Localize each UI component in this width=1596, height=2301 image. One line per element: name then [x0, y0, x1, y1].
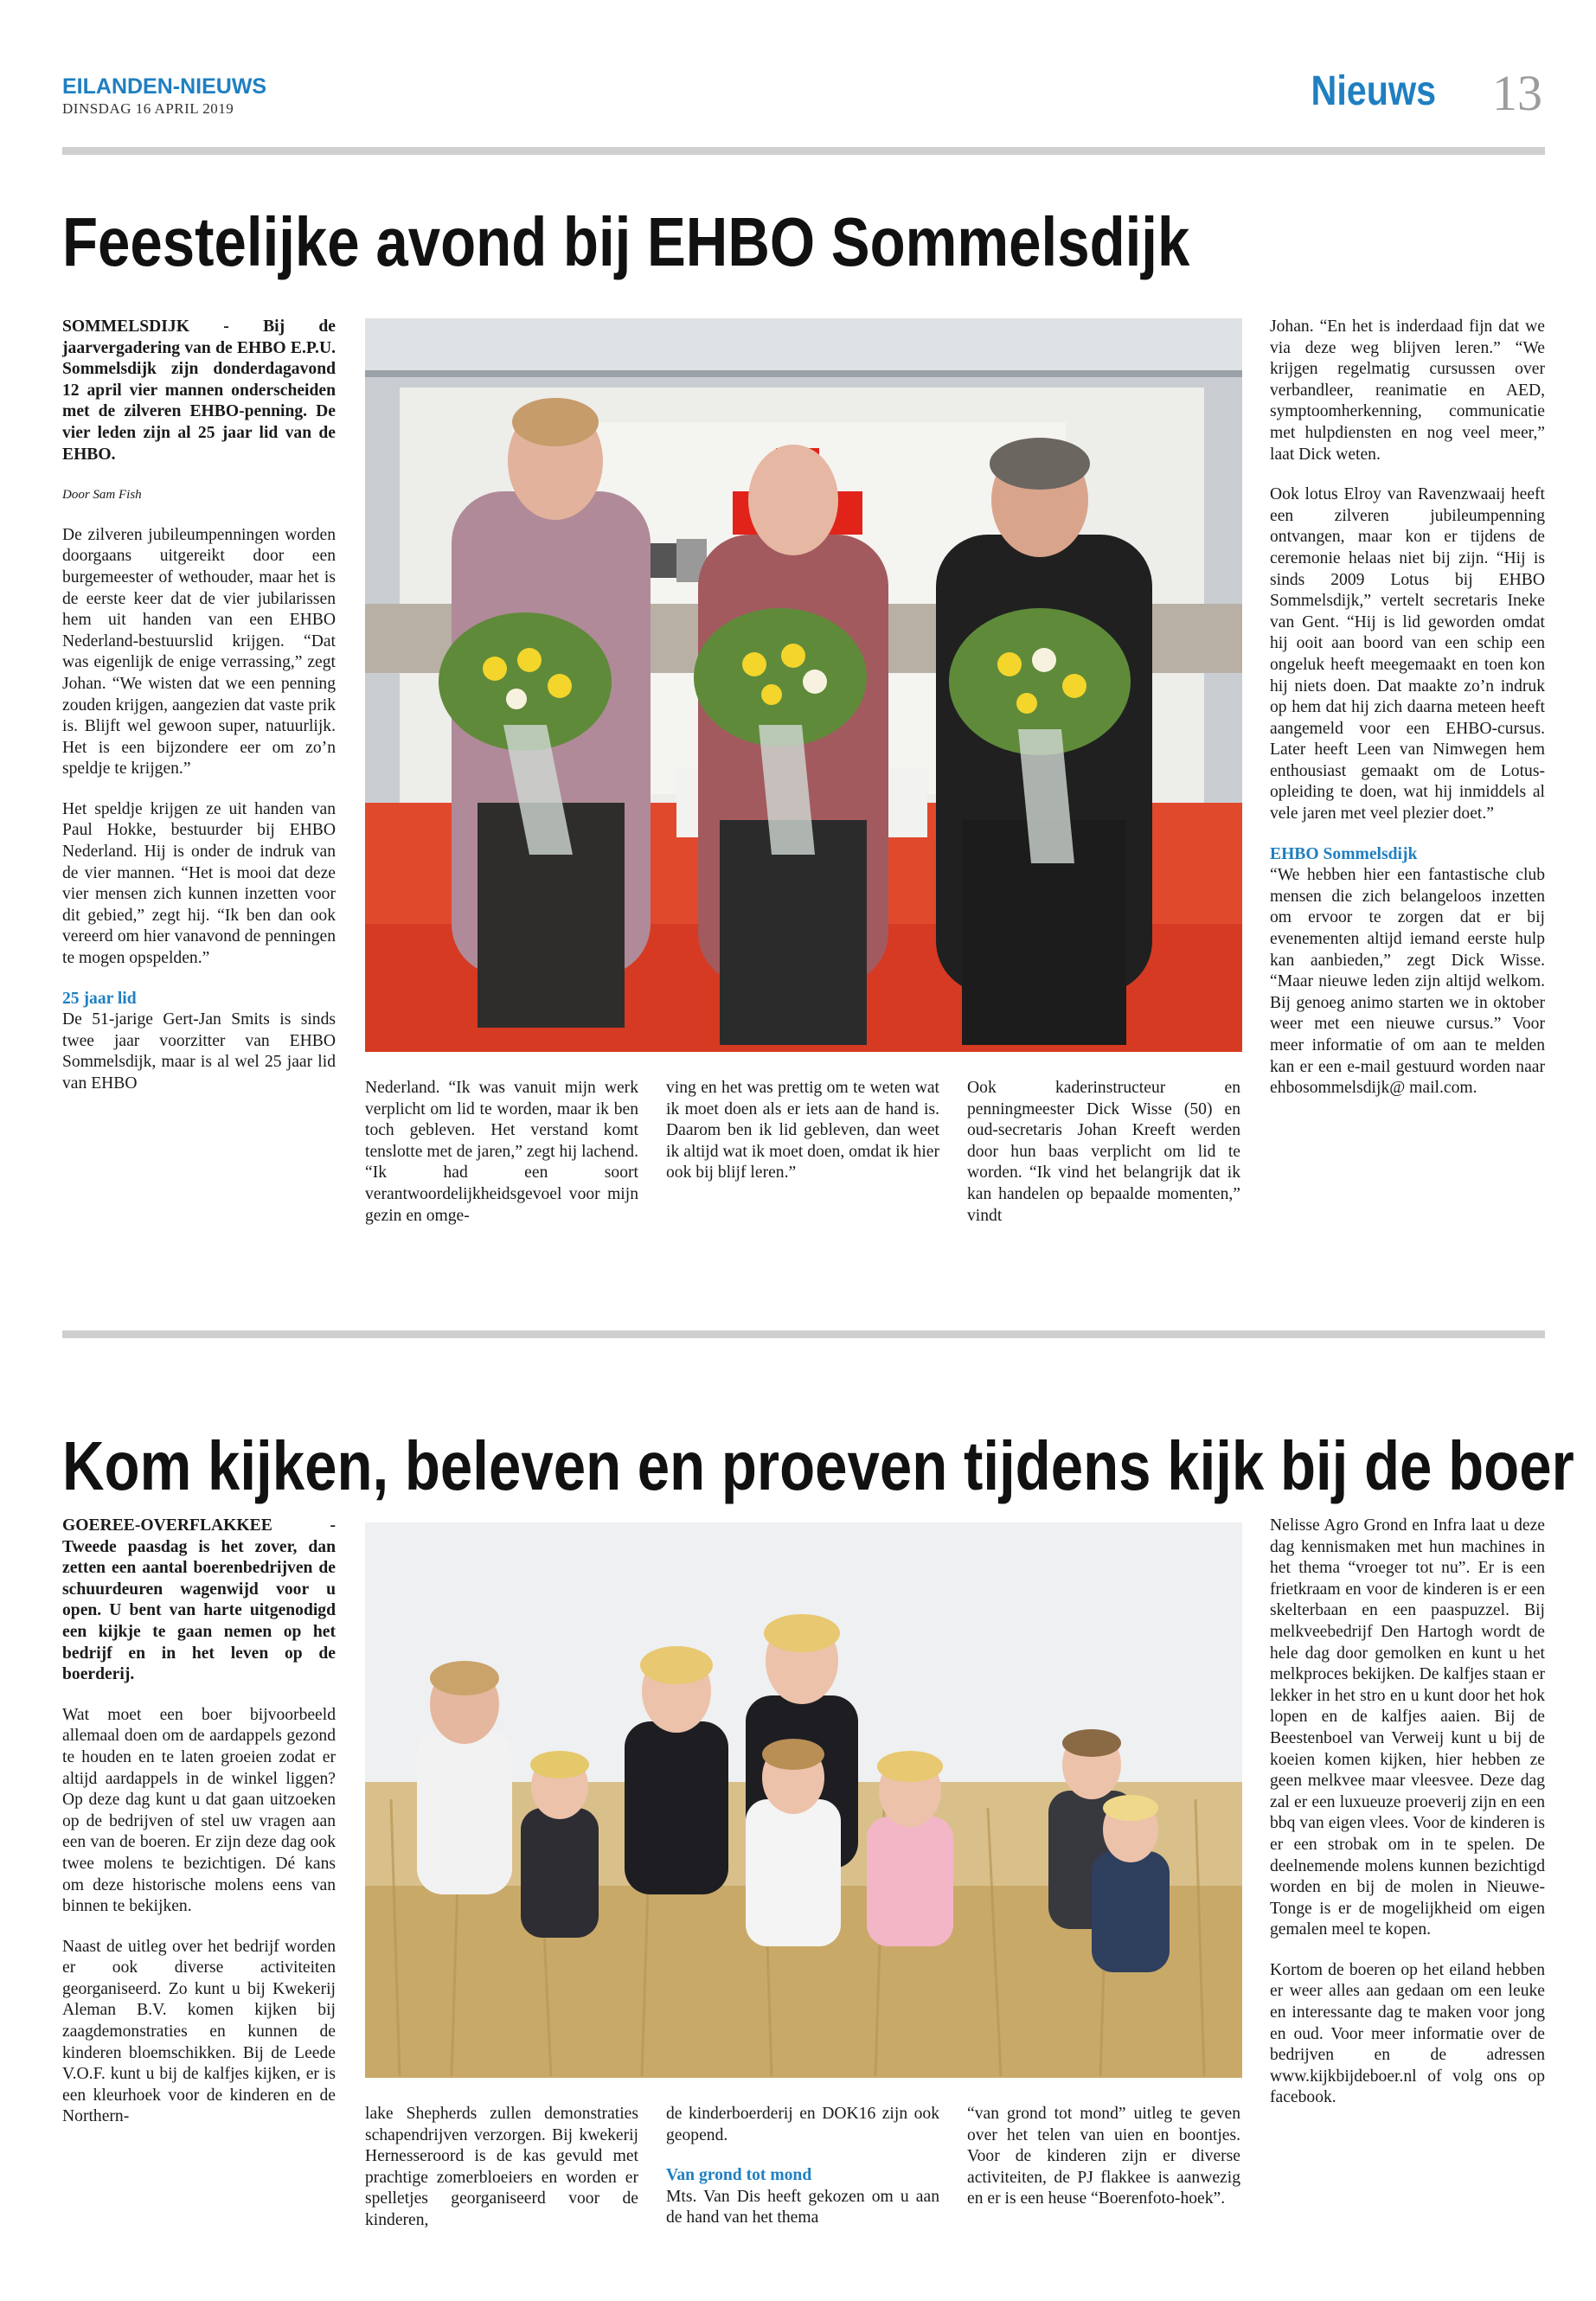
article1-column-5 — [1270, 317, 1545, 1099]
article1-paragraph: ving en het was prettig om te weten wat ik moet doen als er iets aan de hand is. Daarom ben ik lid gebleven, dan weet ik altijd wat ik moet doen, omdat ik hier ook bij blijf leren.” — [666, 1079, 939, 1183]
article1-paragraph: Ook kaderinstructeur en penningmeester Dick Wisse (50) en oud-secretaris Johan Kreeft werden door hun baas verplicht om lid te worden. “Ik vind het belangrijk dat ik kan handelen op bepaalde momenten,” vindt — [967, 1079, 1240, 1225]
publication-date: DINSDAG 16 APRIL 2019 — [62, 100, 234, 117]
ehbo-group-photo — [365, 318, 1242, 1052]
kids-in-wheatfield-photo — [365, 1522, 1242, 2078]
article2-paragraph: “van grond tot mond” uitleg te geven over het telen van uien en boontjes. Voor de kinderen zijn er diverse activiteiten, de PJ flakkee is aanwezig en er is een heuse “Boerenfoto-hoek”. — [967, 2105, 1240, 2208]
article2-column-5 — [1270, 1516, 1545, 2109]
article2-paragraph: Kortom de boeren op het eiland hebben er weer alles aan gedaan om een leuke en interessante dag te maken voor jong en oud. Voor meer informatie over de bedrijven en de adressen www.kijkbijdeboer.nl of volg ons op facebook. — [1270, 1960, 1545, 2107]
article2-paragraph: de kinderboerderij en DOK16 zijn ook geopend. — [666, 2105, 939, 2144]
header-rule — [62, 147, 1545, 155]
section-title: Nieuws — [1311, 68, 1436, 114]
ehbo-photo-illustration — [365, 318, 1242, 1052]
article2-column-2 — [365, 2104, 638, 2232]
article2-paragraph: Wat moet een boer bijvoorbeeld allemaal doen om de aardappels gezond te houden en te laten groeien zodat er altijd aardappels in de winkel liggen? Op deze dag kunt u dat gaan uitzoeken op de bedrijven of stel uw vragen aan een van de boeren. Er zijn deze dag ook twee molens te bezichtigen. Dé kans om deze historische molens eens van binnen te bekijken. — [62, 1705, 336, 1916]
article2-paragraph: Nelisse Agro Grond en Infra laat u deze dag kennismaken met hun machines in het thema “vroeger tot nu”. Er is een frietkraam en voor de kinderen is er een skelterbaan en een paaspuzzel. Bij melkveebedrijf Den Hartogh wordt de hele dag door gemolken en kunt u het melkproces bekijken. De kalfjes staan er lekker in het stro en u kunt door het hok lopen en de kalfjes aaien. Bij de Beestenboel van Verweij kunt u bij de koeien komen kijken, hier hebben ze geen melkvee maar vleesvee. Deze dag zal er een luxueuze proeverij zijn en een bbq van eigen vlees. Voor de kinderen is er een strobak om in te spelen. De deelnemende molens kunnen bezichtigd worden en bij de molen in Nieuwe-Tonge is er de mogelijkheid om eigen gemalen meel te kopen. — [1270, 1516, 1545, 1939]
article2-paragraph: Naast de uitleg over het bedrijf worden er ook diverse activiteiten georganiseerd. Zo kunt u bij Kwekerij Aleman B.V. komen kijken bij zaagdemonstraties en kunnen de kinderen bloemschikken. Bij de Leede V.O.F. kunt u bij de kalfjes kijken, er is een kleurhoek voor de kinderen en de Northern- — [62, 1937, 336, 2126]
article1-paragraph: De 51-jarige Gert-Jan Smits is sinds twee jaar voorzitter van EHBO Sommelsdijk, maar is al wel 25 jaar lid van EHBO — [62, 1010, 336, 1093]
article1-column-2 — [365, 1078, 638, 1227]
article-separator — [62, 1330, 1545, 1338]
article1-paragraph: Nederland. “Ik was vanuit mijn werk verplicht om lid te worden, maar ik ben toch gebleven. Het verstand komt tenslotte met de jaren,” zegt hij lachend. “Ik had een soort verantwoordelijkheidsgevoel voor mijn gezin en omge- — [365, 1079, 638, 1225]
article2-column-1 — [62, 1516, 336, 2128]
article2-paragraph: Mts. Van Dis heeft gekozen om u aan de hand van het thema — [666, 2187, 939, 2227]
article1-headline: Feestelijke avond bij EHBO Sommelsdijk — [62, 203, 1190, 280]
article2-column-3 — [666, 2104, 939, 2229]
article1-subhead-25-jaar: 25 jaar lid — [62, 989, 137, 1008]
child-figure — [521, 1751, 599, 1938]
article2-intro: GOEREE-OVERFLAKKEE - Tweede paasdag is het zover, dan zetten een aantal boerenbedrijven de schuurdeuren wagenwijd voor u open. U bent van harte uitgenodigd een kijkje te gaan nemen op het bedrijf en in het leven op de boerderij. — [62, 1516, 336, 1684]
wheatfield-photo-illustration — [365, 1522, 1242, 2078]
page-number: 13 — [1492, 65, 1542, 121]
article2-column-4 — [967, 2104, 1240, 2210]
article1-byline: Door Sam Fish — [62, 488, 142, 503]
article1-paragraph: De zilveren jubileumpenningen worden doorgaans uitgereikt door een burgemeester of wethouder, maar het is de eerste keer dat de vier jubilarissen hem uit handen van een EHBO Nederland-bestuurslid krijgen. “Dat was eigenlijk de enige verrassing,” zegt Johan. “We wisten dat we een penning zouden krijgen, aangezien dat vaste prik is. Blijft wel gewoon super, natuurlijk. Het is een bijzondere eer om zo’n speldje te krijgen.” — [62, 525, 336, 779]
masthead: EILANDEN-NIEUWS — [62, 74, 267, 99]
child-figure — [417, 1661, 512, 1894]
article1-paragraph: “We hebben hier een fantastische club mensen die zich belangeloos inzetten om ervoor te zorgen dat er bij evenementen altijd iemand eerste hulp kan aanbieden,” zegt Dick Wisse. “Maar nieuwe leden zijn altijd welkom. Bij genoeg animo starten we in oktober weer met een nieuwe cursus.” Voor meer informatie of om aan te melden kan er een e-mail gestuurd worden naar ehbosommelsdijk@ mail.com. — [1270, 866, 1545, 1098]
article2-paragraph: lake Shepherds zullen demonstraties schapendrijven verzorgen. Bij kwekerij Hernesseroord is de kas gevuld met prachtige zomerbloeiers en worden er spelletjes georganiseerd voor de kinderen, — [365, 2105, 638, 2229]
article1-intro: SOMMELSDIJK - Bij de jaarvergadering van de EHBO E.P.U. Sommelsdijk zijn donderdagavond 12 april vier mannen onderscheiden met de zilveren EHBO-penning. De vier leden zijn al 25 jaar lid van de EHBO. — [62, 317, 336, 464]
article1-column-1 — [62, 317, 336, 1095]
article1-paragraph: Johan. “En het is inderdaad fijn dat we via deze weg blijven leren.” “We krijgen regelmatig cursussen over verbandleer, reanimatie en AED, symptoomherkenning, communicatie met hulpdiensten en nog veel meer,” laat Dick weten. — [1270, 317, 1545, 464]
article1-column-4 — [967, 1078, 1240, 1227]
article1-paragraph: Het speldje krijgen ze uit handen van Paul Hokke, bestuurder bij EHBO Nederland. Hij is onder de indruk van de vier mannen. “Het is mooi dat deze vier mensen zich kunnen inzetten voor dit gebied,” zegt hij. “Ik ben dan ook vereerd om hier vanavond de penningen te mogen opspelden.” — [62, 799, 336, 968]
article1-subhead-ehbo: EHBO Sommelsdijk — [1270, 844, 1418, 863]
article1-column-3 — [666, 1078, 939, 1184]
article1-paragraph: Ook lotus Elroy van Ravenzwaaij heeft een zilveren jubileumpenning ontvangen, maar kon er tijdens de ceremonie helaas niet bij zijn. “Hij is sinds 2009 Lotus bij EHBO Sommelsdijk,” vertelt secretaris Ineke van Gent. “Hij is lid geworden omdat hij ooit aan boord van een schip een ongeluk heeft meegemaakt en toen kon hij niets doen. Dat maakte zo’n indruk op hem dat hij zich daarna meteen heeft aangemeld voor een EHBO-cursus. Later heeft Leen van Nimwegen hem enthousiast gemaakt om de Lotus-opleiding te doen, wat hij inmiddels al vele jaren met veel plezier doet.” — [1270, 485, 1545, 824]
article2-subhead-grond-tot-mond: Van grond tot mond — [666, 2166, 812, 2185]
article2-headline: Kom kijken, beleven en proeven tijdens kijk bij de boer — [62, 1427, 1574, 1504]
